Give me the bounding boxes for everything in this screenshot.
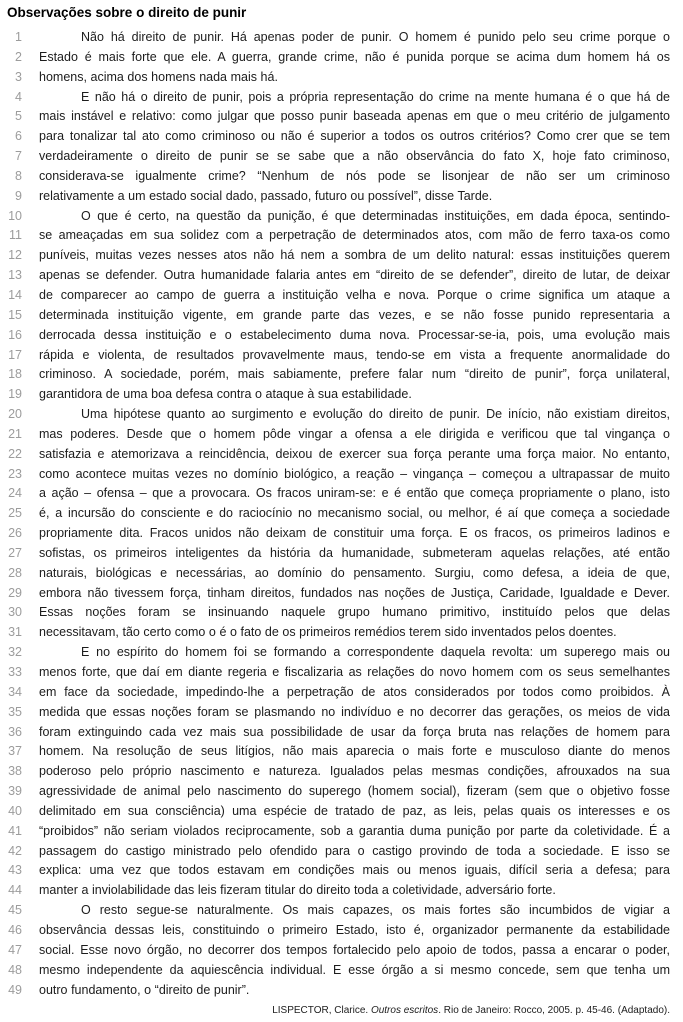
- line-text: relativamente a um estado social dado, passado, futuro ou possível”, disse Tarde.: [39, 188, 493, 203]
- line-number: 10: [8, 208, 22, 223]
- text-line: [2, 981, 670, 1001]
- line-number: 20: [8, 407, 22, 422]
- citation-author: LISPECTOR, Clarice.: [272, 1005, 371, 1017]
- line-text: para tonalizar tal ato como criminoso ou não é superior a todos os outros critérios? Como crer que se tem: [39, 129, 670, 144]
- text-line: [2, 405, 670, 425]
- text-line: [2, 881, 670, 901]
- text-line: [2, 703, 670, 723]
- line-number: 32: [8, 645, 22, 660]
- line-text: puníveis, muitas vezes nesses atos não há nem a sombra de um delito natural: essas instituições querem: [39, 248, 670, 263]
- line-number: 3: [15, 69, 22, 84]
- line-text: naturais, biológicas e necessárias, ao domínio do pensamento. Surgiu, como defesa, a ideia de que,: [39, 565, 670, 580]
- text-line: [2, 266, 670, 286]
- line-text: homens, acima dos homens nada mais há.: [39, 69, 278, 84]
- line-number: 6: [15, 129, 22, 144]
- line-number: 47: [8, 942, 22, 957]
- line-text: O resto segue-se naturalmente. Os mais capazes, os mais fortes são incumbidos de vigiar a: [81, 903, 670, 918]
- line-text: homem. Na resolução de seus litígios, não mais aparecia o mais forte e musculoso diante do menos: [39, 744, 670, 759]
- line-number: 26: [8, 526, 22, 541]
- line-number: 23: [8, 466, 22, 481]
- line-text: “proibidos” não seriam violados reciprocamente, sob a garantia duma punição por parte da coletividade. É a: [39, 823, 670, 838]
- line-text: é, a incursão do consciente e do raciocínio no mecanismo social, ou melhor, é aí que começa a sociedade: [39, 506, 670, 521]
- line-text: determinada instituição vigente, em grande parte das vezes, e se não fosse punido representaria a: [39, 307, 670, 322]
- line-number: 14: [8, 287, 22, 302]
- text-line: [2, 385, 670, 405]
- line-text: E no espírito do homem foi se formando a correspondente daquela revolta: um superego mais ou: [81, 645, 670, 660]
- text-line: [2, 584, 670, 604]
- line-text: mas poderes. Desde que o homem pôde vingar a ofensa a ele dirigida e verificou que tal vingança o: [39, 426, 670, 441]
- line-text: Estado é mais forte que ele. A guerra, grande crime, não é punida porque se acima dum homem há os: [39, 49, 670, 64]
- text-line: [2, 504, 670, 524]
- line-text: verdadeiramente o direito de punir se se sabe que a não observância do fato X, hoje fato criminoso,: [39, 149, 670, 164]
- line-number: 18: [8, 367, 22, 382]
- line-number: 13: [8, 268, 22, 283]
- line-text: sofistas, os primeiros inteligentes da história da humanidade, submeteram aquelas relações, até então: [39, 545, 670, 560]
- text-line: [2, 465, 670, 485]
- text-line: [2, 127, 670, 147]
- line-text: Não há direito de punir. Há apenas poder de punir. O homem é punido pelo seu crime porque o: [81, 30, 670, 44]
- line-number: 28: [8, 565, 22, 580]
- line-text: O que é certo, na questão da punição, é que determinadas instituições, em dada época, sentindo-: [81, 208, 670, 223]
- line-text: satisfazia e atemorizava a reincidência, deixou de exercer sua força perante uma força maior. No entanto,: [39, 446, 670, 461]
- line-text: poderoso pelo próprio nascimento e natureza. Igualados pelas mesmas condições, afrouxados na sua: [39, 764, 670, 779]
- text-line: [2, 425, 670, 445]
- line-text: embora não tivessem força, tinham direitos, fundados nas noções de Justiça, Caridade, Igualdade e Dever.: [39, 585, 670, 600]
- line-number: 36: [8, 724, 22, 739]
- line-number: 11: [9, 228, 22, 243]
- line-number: 21: [8, 426, 22, 441]
- line-number: 34: [8, 684, 22, 699]
- line-number: 33: [8, 665, 22, 679]
- line-text: mais instável e relativo: como julgar que posso punir baseada apenas em que o meu critério de julgamento: [39, 109, 670, 124]
- line-text: observância dessas leis, constituindo o primeiro Estado, isto é, organizador permanente da estabilidade: [39, 922, 670, 937]
- line-number: 15: [8, 307, 22, 322]
- line-text: como acontece muitas vezes no domínio biológico, a reação – vingança – começou a ultrapassar de muito: [39, 466, 670, 481]
- line-text: mesmo independente da aquiescência individual. E esse órgão a si mesmo concede, sem que tenha um: [39, 962, 670, 977]
- line-text: em face da sociedade, impedindo-lhe a perpetração de atos considerados por todos como proibidos. À: [39, 684, 670, 699]
- text-line: [2, 187, 670, 207]
- line-text: se ameaçadas em sua solidez com a perpetração de determinados atos, com mão de ferro taxa-os como: [39, 228, 670, 243]
- text-line: [2, 683, 670, 703]
- line-text: E não há o direito de punir, pois a própria representação do crime na mente humana é o que há de: [81, 89, 670, 104]
- text-line: [2, 167, 670, 187]
- line-number: 43: [8, 863, 22, 878]
- text-line: [2, 207, 670, 227]
- line-number: 46: [8, 922, 22, 937]
- line-number: 40: [8, 803, 22, 818]
- line-number: 1: [15, 30, 22, 44]
- text-line: [2, 564, 670, 584]
- line-number: 17: [8, 347, 22, 362]
- line-number: 7: [15, 149, 22, 164]
- text-lines: [2, 28, 670, 1000]
- text-line: [2, 643, 670, 663]
- line-text: passagem do castigo ministrado pelo ofendido para o castigo provindo de toda a sociedade. E isso se: [39, 843, 670, 858]
- line-number: 5: [15, 109, 22, 124]
- citation: [2, 1005, 670, 1016]
- document-title: Observações sobre o direito de punir: [7, 5, 247, 20]
- citation-work-title: Outros escritos: [370, 1005, 439, 1017]
- text-line: [2, 246, 670, 266]
- text-line: [2, 484, 670, 504]
- line-number: 4: [15, 89, 22, 104]
- text-line: [2, 445, 670, 465]
- line-text: considerava-se igualmente crime? “Nenhum de nós pode se lisonjear de não ser um criminoso: [39, 168, 670, 183]
- line-text: derrocada dessa instituição e o estabelecimento duma nova. Processar-se-ia, pois, uma evolução mais: [39, 327, 670, 342]
- citation-rest: . Rio de Janeiro: Rocco, 2005. p. 45-46. (Adaptado).: [438, 1005, 670, 1017]
- text-line: [2, 901, 670, 921]
- line-text: outro fundamento, o “direito de punir”.: [39, 982, 250, 997]
- text-line: [2, 842, 670, 862]
- line-number: 30: [8, 605, 22, 620]
- line-number: 35: [8, 704, 22, 719]
- text-line: [2, 961, 670, 981]
- text-line: [2, 921, 670, 941]
- text-line: [2, 544, 670, 564]
- line-text: delimitado em sua consciência) uma espécie de tratado de paz, as leis, pelas quais os interesses e os: [39, 803, 670, 818]
- line-text: explica: uma vez que todos estavam em condições mais ou menos iguais, difícil seria a defesa; para: [39, 863, 670, 878]
- text-line: [2, 742, 670, 762]
- line-text: menos forte, que daí em diante regeria e fiscalizaria as relações do novo homem com os seus semelhantes: [39, 665, 670, 679]
- line-number: 49: [8, 982, 22, 997]
- text-line: [2, 326, 670, 346]
- line-number: 24: [8, 486, 22, 501]
- text-line: [2, 48, 670, 68]
- line-text: a ação – ofensa – que a provocara. Os fracos uniram-se: e é então que começa propriamente o plano, isto: [39, 486, 670, 501]
- line-text: rápida e violenta, de resultados provavelmente maus, tendo-se em vista a frequente anormalidade do: [39, 347, 670, 362]
- line-number: 19: [8, 387, 22, 402]
- line-text: social. Esse novo órgão, no decorrer dos tempos fortalecido pelo apoio de todos, passa a encarar o poder,: [39, 942, 670, 957]
- line-number: 42: [8, 843, 22, 858]
- line-text: garantidora de uma boa defesa contra o ataque à sua estabilidade.: [39, 387, 412, 402]
- line-text: Uma hipótese quanto ao surgimento e evolução do direito de punir. De início, não existiam direitos,: [81, 407, 670, 422]
- text-line: [2, 802, 670, 822]
- line-text: necessitavam, tão certo como o é o fato de os primeiros remédios terem sido inventados pelos doentes.: [39, 625, 617, 640]
- line-number: 22: [8, 446, 22, 461]
- line-number: 12: [8, 248, 22, 263]
- line-text: Essas noções foram se insinuando naquele grupo humano primitivo, instituído pelos que delas: [39, 605, 670, 620]
- text-line: [2, 88, 670, 108]
- line-text: manter a inviolabilidade das leis fizeram titular do direito toda a coletividade, adversário forte.: [39, 883, 556, 898]
- line-number: 25: [8, 506, 22, 521]
- line-number: 8: [15, 168, 22, 183]
- line-number: 48: [8, 962, 22, 977]
- text-line: [2, 68, 670, 88]
- line-number: 27: [8, 545, 22, 560]
- text-line: [2, 623, 670, 643]
- text-line: [2, 346, 670, 366]
- line-text: medida que essas noções foram se plasmando no indivíduo e no decorrer das gerações, os meios de vida: [39, 704, 670, 719]
- line-text: propriamente dita. Fracos unidos não deixam de constituir uma força. E os fracos, os primeiros ladinos e: [39, 526, 670, 541]
- line-number: 45: [8, 903, 22, 918]
- line-text: de comparecer ao campo de guerra a instituição velha e nova. Porque o crime significa um ataque a: [39, 287, 670, 302]
- line-text: criminoso. A sociedade, porém, mais sabiamente, prefere falar num “direito de punir”, força unilateral,: [39, 367, 670, 382]
- text-line: [2, 603, 670, 623]
- text-line: [2, 524, 670, 544]
- line-number: 16: [8, 327, 22, 342]
- text-line: [2, 782, 670, 802]
- line-number: 39: [8, 784, 22, 799]
- line-number: 44: [8, 883, 22, 898]
- line-number: 31: [8, 625, 22, 640]
- line-number: 38: [8, 764, 22, 779]
- line-number: 9: [15, 188, 22, 203]
- text-line: [2, 365, 670, 385]
- text-line: [2, 762, 670, 782]
- text-line: [2, 226, 670, 246]
- text-line: [2, 723, 670, 743]
- text-line: [2, 941, 670, 961]
- line-number: 2: [15, 49, 22, 64]
- text-line: [2, 861, 670, 881]
- text-line: [2, 306, 670, 326]
- line-text: agressividade de animal pelo nascimento do superego (homem social), fizeram (sem que o objetivo fosse: [39, 784, 670, 799]
- line-number: 41: [8, 823, 22, 838]
- line-number: 29: [8, 585, 22, 600]
- text-line: [2, 286, 670, 306]
- line-text: foram extinguindo cada vez mais sua possibilidade de usar da força bruta nas relações de homem para: [39, 724, 670, 739]
- text-line: [2, 822, 670, 842]
- text-line: [2, 663, 670, 683]
- text-line: [2, 28, 670, 48]
- line-number: 37: [8, 744, 22, 759]
- line-text: apenas se defender. Outra humanidade falaria antes em “direito de se defender”, direito de lutar, de deixar: [39, 268, 670, 283]
- text-line: [2, 147, 670, 167]
- text-line: [2, 107, 670, 127]
